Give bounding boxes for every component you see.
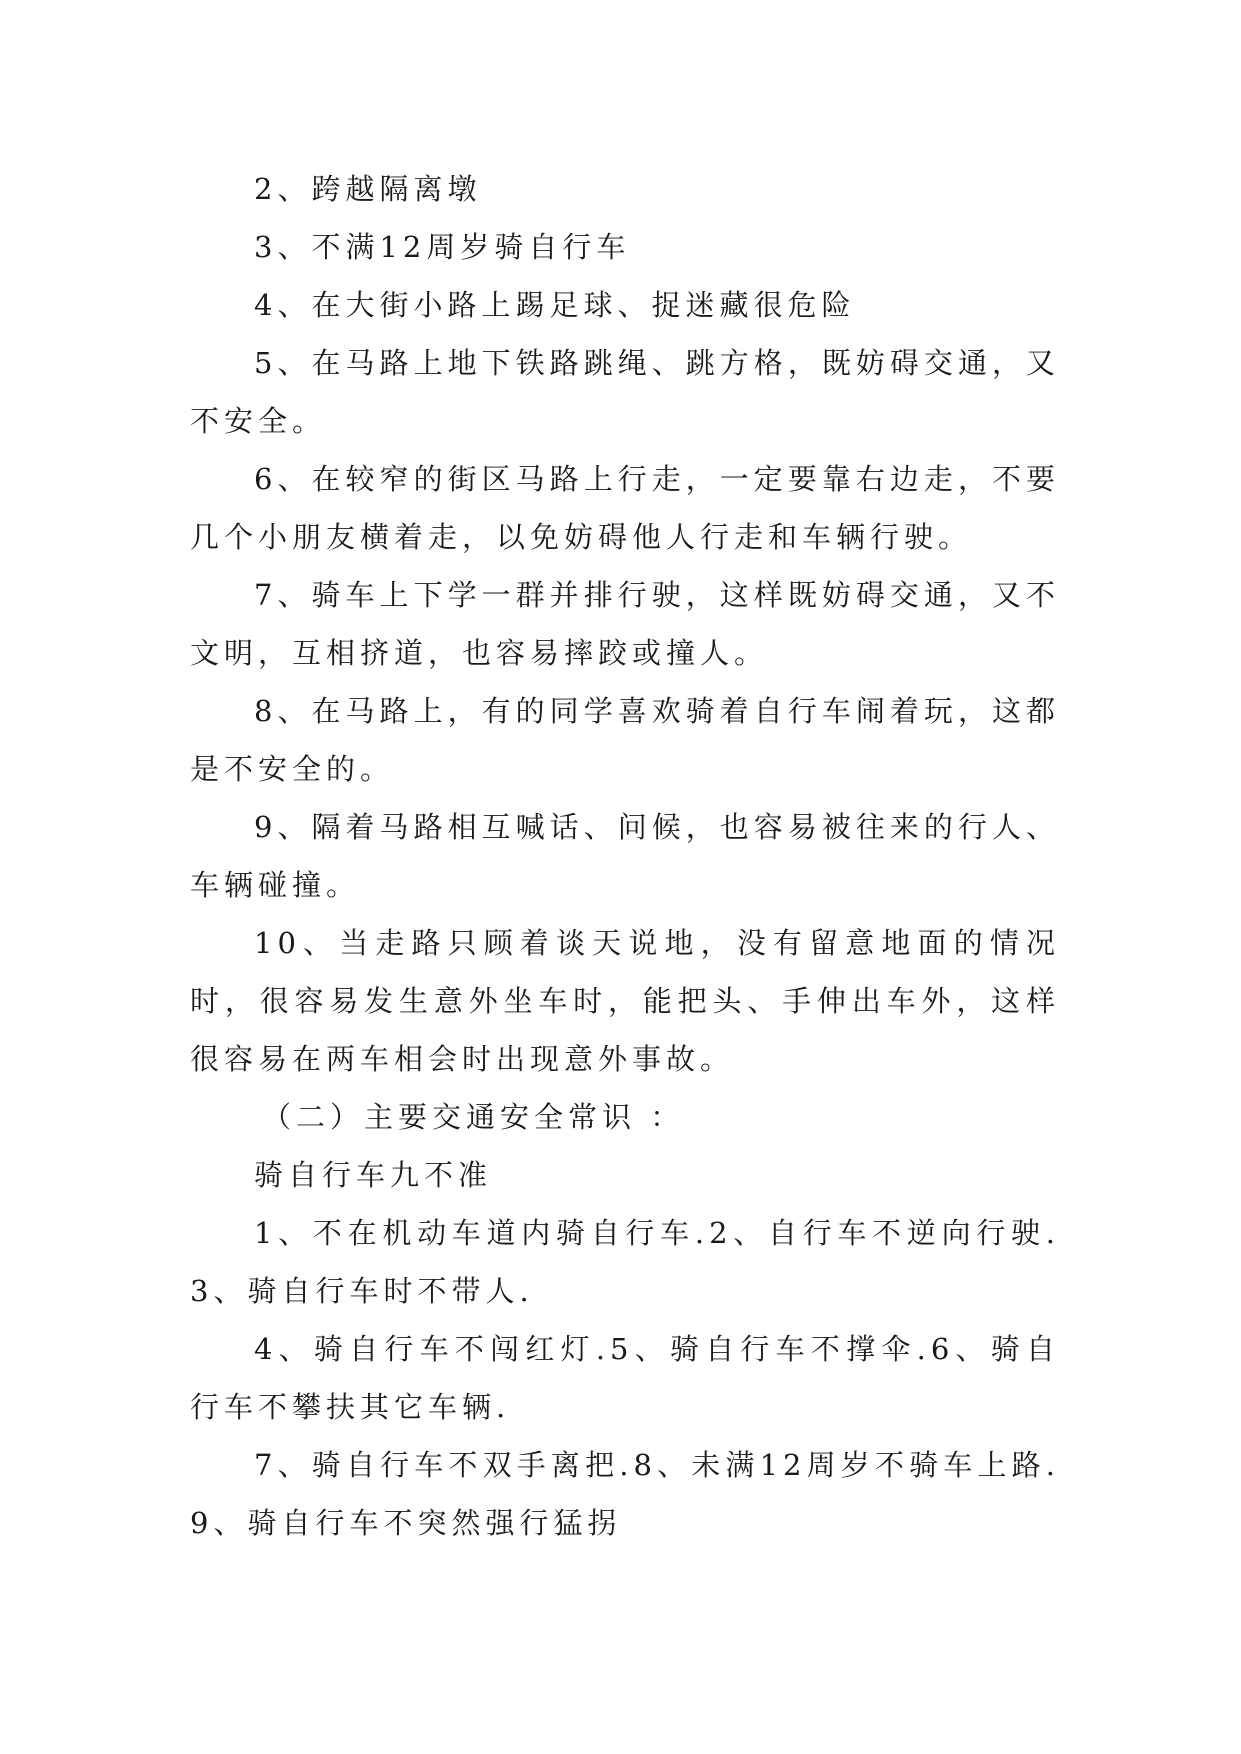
paragraph-item-7: 7、骑车上下学一群并排行驶，这样既妨碍交通，又不文明，互相挤道，也容易摔跤或撞人。 — [190, 578, 1060, 670]
sub-heading: 骑自行车九不准 — [254, 1158, 493, 1192]
paragraph-item-8: 8、在马路上，有的同学喜欢骑着自行车闹着玩，这都是不安全的。 — [190, 694, 1060, 786]
paragraph-item-3: 3、不满12周岁骑自行车 — [254, 230, 631, 264]
paragraph-item-5: 5、在马路上地下铁路跳绳、跳方格，既妨碍交通，又不安全。 — [190, 346, 1060, 438]
paragraph-item-9: 9、隔着马路相互喊话、问候，也容易被往来的行人、车辆碰撞。 — [190, 810, 1060, 902]
rule-group-1: 1、不在机动车道内骑自行车.2、自行车不逆向行驶.3、骑自行车时不带人. — [190, 1216, 1060, 1308]
section-heading: （二）主要交通安全常识 ： — [262, 1100, 685, 1134]
paragraph-item-6: 6、在较窄的街区马路上行走，一定要靠右边走，不要几个小朋友横着走，以免妨碍他人行走和车辆行驶。 — [190, 462, 1060, 554]
paragraph-item-10: 10、当走路只顾着谈天说地，没有留意地面的情况时，很容易发生意外坐车时，能把头、手伸出车外，这样很容易在两车相会时出现意外事故。 — [190, 926, 1060, 1076]
paragraph-item-2: 2、跨越隔离墩 — [254, 172, 482, 206]
rule-group-3: 7、骑自行车不双手离把.8、未满12周岁不骑车上路.9、骑自行车不突然强行猛拐 — [190, 1448, 1060, 1540]
paragraph-item-4: 4、在大街小路上踢足球、捉迷藏很危险 — [254, 288, 856, 322]
rule-group-2: 4、骑自行车不闯红灯.5、骑自行车不撑伞.6、骑自行车不攀扶其它车辆. — [190, 1332, 1060, 1424]
document-body — [190, 160, 1060, 1552]
